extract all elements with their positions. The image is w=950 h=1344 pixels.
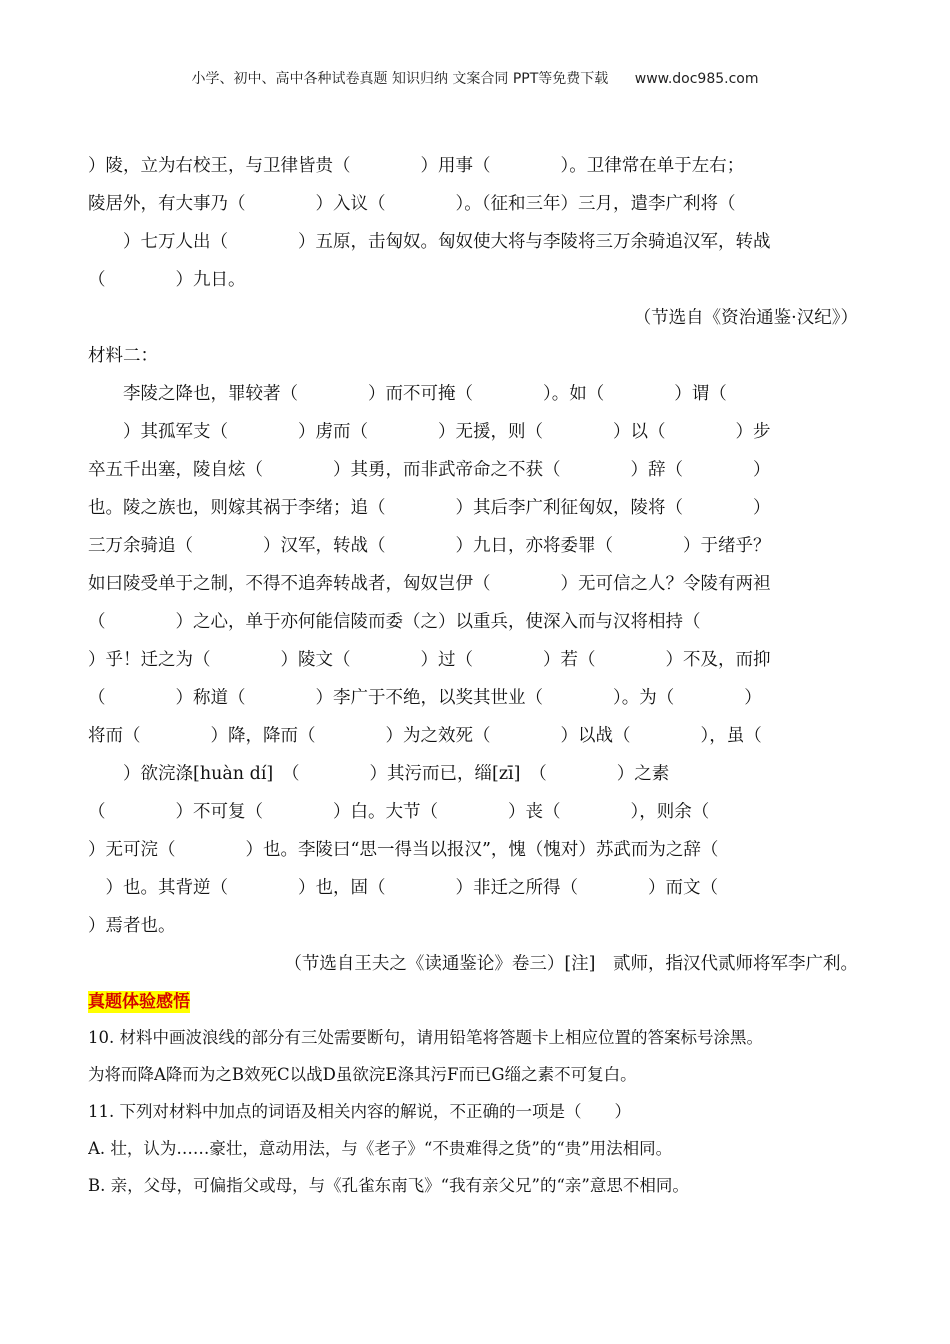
passage-line: 如曰陵受单于之制，不得不追奔转战者，匈奴岂伊（ ）无可信之人？令陵有两袒 bbox=[88, 574, 771, 594]
question-list bbox=[88, 1019, 858, 1204]
passage-line: ）无可浣（ ）也。李陵曰“思一得当以报汉”，愧（愧对）苏武而为之辞（ bbox=[88, 840, 719, 860]
option-a: A. 壮，认为……豪壮，意动用法，与《老子》“不贵难得之货”的“贵”用法相同。 bbox=[88, 1139, 673, 1158]
passage-line: 卒五千出塞，陵自炫（ ）其勇，而非武帝命之不获（ ）辞（ ） bbox=[88, 460, 771, 480]
material-2-label: 材料二： bbox=[88, 346, 158, 366]
passage-line: 将而（ ）降，降而（ ）为之效死（ ）以战（ ），虽（ bbox=[88, 726, 762, 746]
passage-line: ）欲浣涤[huàn dí] （ ）其污而已，缁[zī] （ ）之素 bbox=[88, 764, 670, 784]
question-11-prompt: 11. 下列对材料中加点的词语及相关内容的解说，不正确的一项是（ ） bbox=[88, 1102, 631, 1121]
header-text: 小学、初中、高中各种试卷真题 知识归纳 文案合同 PPT等免费下载 bbox=[191, 71, 609, 87]
section-heading: 真题体验感悟 bbox=[88, 992, 190, 1012]
passage-line: ）也。其背逆（ ）也，固（ ）非迁之所得（ ）而文（ bbox=[88, 878, 718, 898]
passage-line: ）七万人出（ ）五原，击匈奴。匈奴使大将与李陵将三万余骑追汉军，转战 bbox=[88, 232, 771, 252]
source-citation-2: （节选自王夫之《读通鉴论》卷三）[注] 贰师，指汉代贰师将军李广利。 bbox=[284, 954, 858, 974]
header-url[interactable]: www.doc985.com bbox=[634, 71, 759, 87]
passage-line: （ ）九日。 bbox=[88, 270, 246, 290]
question-10-text: 为将而降A降而为之B效死C以战D虽欲浣E涤其污F而已G缁之素不可复白。 bbox=[88, 1065, 637, 1084]
material-1-passage bbox=[88, 147, 858, 299]
source-citation-1: （节选自《资治通鉴·汉纪》） bbox=[633, 308, 858, 328]
passage-line: （ ）不可复（ ）白。大节（ ）丧（ ），则余（ bbox=[88, 802, 710, 822]
exam-content bbox=[88, 147, 858, 1204]
passage-line: ）其孤军支（ ）虏而（ ）无援，则（ ）以（ ）步 bbox=[88, 422, 771, 442]
passage-line: （ ）之心，单于亦何能信陵而委（之）以重兵，使深入而与汉将相持（ bbox=[88, 612, 701, 632]
passage-line: 李陵之降也，罪较著（ ）而不可掩（ ）。如（ ）谓（ bbox=[88, 384, 727, 404]
passage-line: 也。陵之族也，则嫁其祸于李绪；追（ ）其后李广利征匈奴，陵将（ ） bbox=[88, 498, 771, 518]
page-header bbox=[0, 68, 950, 88]
passage-line: ）乎！迁之为（ ）陵文（ ）过（ ）若（ ）不及，而抑 bbox=[88, 650, 771, 670]
passage-line: 三万余骑追（ ）汉军，转战（ ）九日，亦将委罪（ ）于绪乎？ bbox=[88, 536, 771, 556]
passage-line: 陵居外，有大事乃（ ）入议（ ）。（征和三年）三月，遣李广利将（ bbox=[88, 194, 736, 214]
question-10-prompt: 10. 材料中画波浪线的部分有三处需要断句，请用铅笔将答题卡上相应位置的答案标号涂黑。 bbox=[88, 1028, 763, 1047]
material-2-passage bbox=[88, 375, 858, 945]
option-b: B. 亲，父母，可偏指父或母，与《孔雀东南飞》“我有亲父兄”的“亲”意思不相同。 bbox=[88, 1176, 689, 1195]
passage-line: （ ）称道（ ）李广于不绝，以奖其世业（ ）。为（ ） bbox=[88, 688, 762, 708]
passage-line: ）焉者也。 bbox=[88, 916, 176, 936]
passage-line: ）陵，立为右校王，与卫律皆贵（ ）用事（ ）。卫律常在单于左右； bbox=[88, 156, 745, 176]
